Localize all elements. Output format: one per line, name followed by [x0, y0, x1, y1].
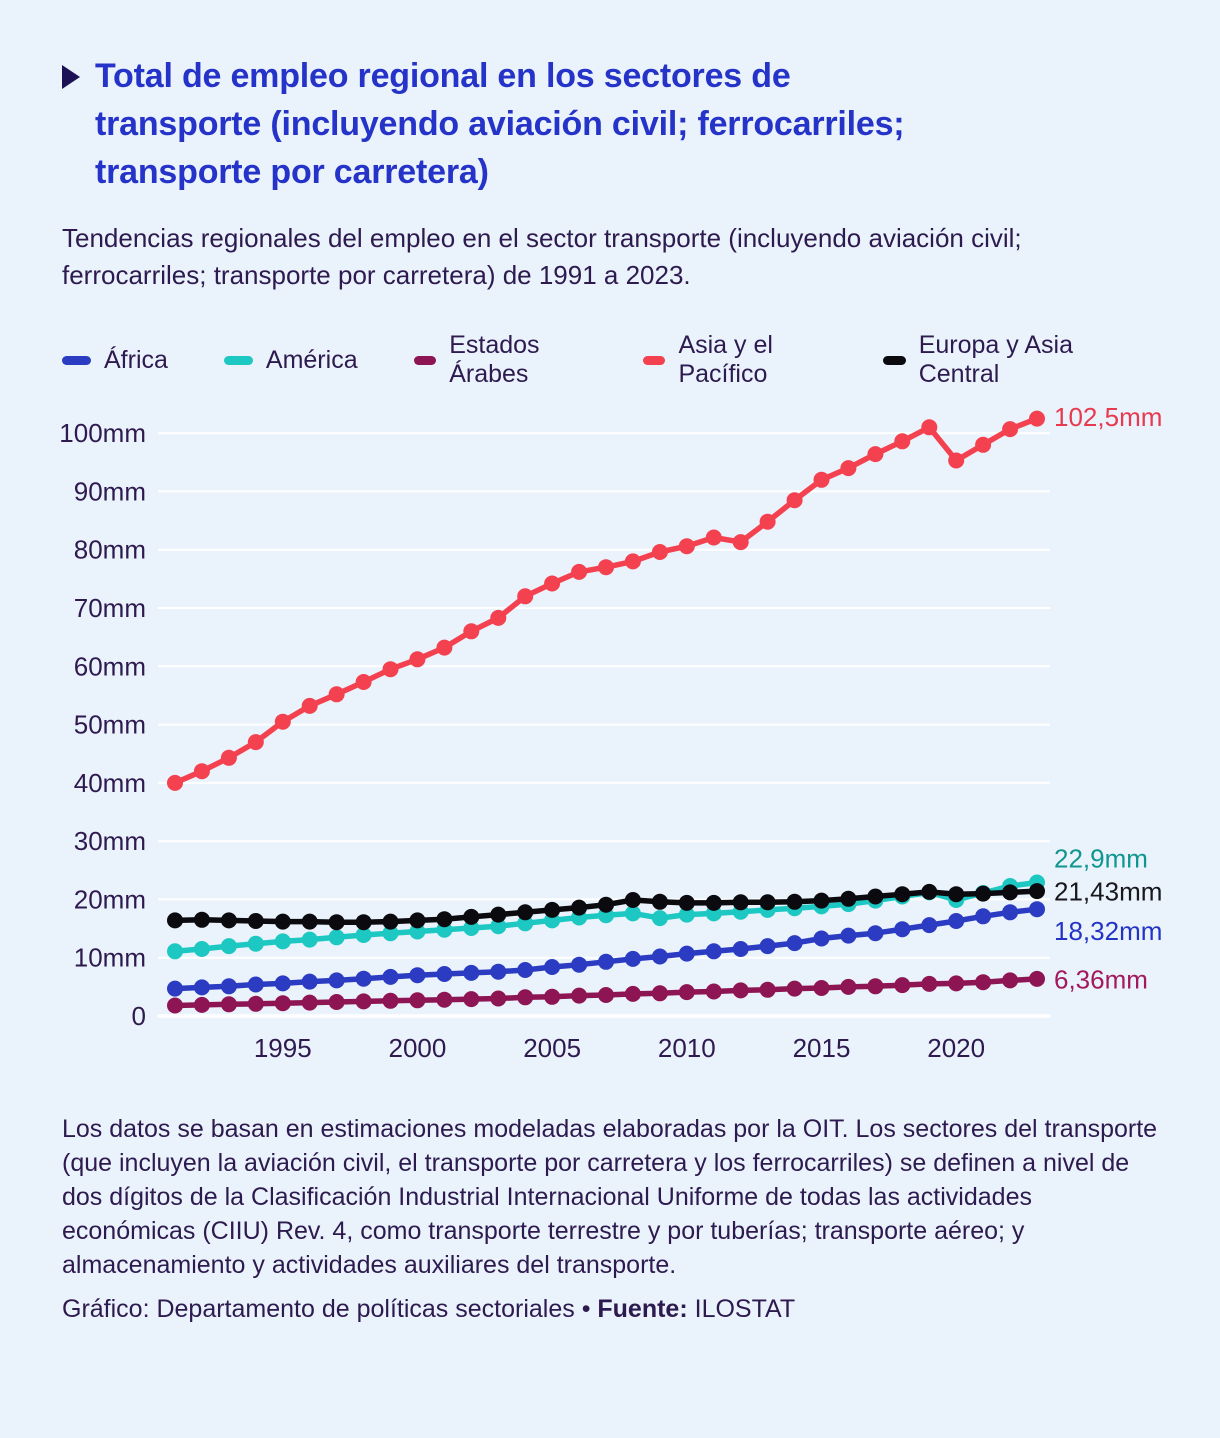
y-axis-tick-label: 0 — [131, 1001, 146, 1031]
series-africa-point — [921, 917, 937, 933]
y-axis-tick-label: 100mm — [59, 418, 146, 449]
series-asia-y-el-pacifico-point — [625, 553, 641, 569]
series-asia-y-el-pacifico-point — [490, 610, 506, 626]
series-asia-y-el-pacifico-point — [814, 472, 830, 488]
legend-label-europa-asia-central: Europa y Asia Central — [918, 331, 1073, 388]
series-estados-arabes-point — [248, 996, 264, 1012]
x-axis-tick-label: 2020 — [927, 1033, 986, 1063]
footer-note-line: almacenamiento y actividades auxiliares del transporte. — [62, 1251, 677, 1279]
series-asia-y-el-pacifico-point — [167, 775, 183, 791]
series-estados-arabes-point — [356, 993, 372, 1009]
series-asia-y-el-pacifico-point — [787, 492, 803, 508]
series-europa-y-asia-central-point — [598, 897, 614, 913]
series-africa-point — [409, 967, 425, 983]
series-europa-y-asia-central-point — [814, 893, 830, 909]
series-africa-point — [948, 913, 964, 929]
series-estados-arabes-point — [517, 989, 533, 1005]
series-estados-arabes-point — [436, 992, 452, 1008]
footer-note-line: Los datos se basan en estimaciones modeladas elaboradas por la OIT. Los sectores del transporte — [62, 1115, 1158, 1143]
series-estados-arabes-point — [975, 974, 991, 990]
series-africa-point — [760, 938, 776, 954]
series-estados-arabes-point — [760, 982, 776, 998]
legend-item-america — [224, 346, 358, 375]
end-label-estados-arabes: 6,36mm — [1054, 964, 1148, 995]
series-africa-point — [302, 974, 318, 990]
series-europa-y-asia-central-point — [679, 895, 695, 911]
series-asia-y-el-pacifico-point — [275, 714, 291, 730]
header — [62, 52, 1164, 196]
series-estados-arabes-point — [948, 975, 964, 991]
series-asia-y-el-pacifico-point — [894, 433, 910, 449]
y-axis-tick-label: 80mm — [73, 534, 146, 565]
y-axis-tick-label: 30mm — [73, 826, 146, 857]
end-label-america: 22,9mm — [1054, 843, 1148, 874]
footer-note-line: dos dígitos de la Clasificación Industrial Internacional Uniforme de todas las actividades — [62, 1183, 1032, 1211]
series-europa-y-asia-central-point — [733, 894, 749, 910]
legend-label-asia-pacifico: Asia y el Pacífico — [678, 331, 773, 388]
series-asia-y-el-pacifico-point — [652, 544, 668, 560]
series-estados-arabes-point — [544, 989, 560, 1005]
series-africa-point — [625, 951, 641, 967]
series-europa-y-asia-central-point — [302, 914, 318, 930]
series-africa-point — [706, 943, 722, 959]
series-europa-y-asia-central-point — [867, 889, 883, 905]
series-estados-arabes-point — [571, 988, 587, 1004]
series-europa-y-asia-central-point — [436, 911, 452, 927]
series-asia-y-el-pacifico-point — [948, 453, 964, 469]
series-europa-y-asia-central-point — [383, 914, 399, 930]
series-estados-arabes-point — [733, 982, 749, 998]
series-europa-y-asia-central-point — [409, 912, 425, 928]
series-asia-y-el-pacifico-point — [356, 674, 372, 690]
series-africa-point — [814, 931, 830, 947]
series-africa-point — [679, 946, 695, 962]
page-subtitle — [62, 220, 1164, 294]
y-axis-tick-label: 70mm — [73, 592, 146, 623]
series-estados-arabes-point — [329, 994, 345, 1010]
series-africa-point — [571, 957, 587, 973]
series-africa-point — [463, 965, 479, 981]
series-asia-y-el-pacifico-point — [867, 446, 883, 462]
footer-note-line: económicas (CIIU) Rev. 4, como transporte terrestre y por tuberías; transporte aéreo; y — [62, 1217, 1025, 1245]
series-europa-y-asia-central-point — [706, 895, 722, 911]
credit-line — [62, 1295, 1164, 1324]
series-estados-arabes-point — [409, 992, 425, 1008]
series-europa-y-asia-central-point — [625, 892, 641, 908]
series-asia-y-el-pacifico-point — [679, 538, 695, 554]
series-europa-y-asia-central-point — [167, 912, 183, 928]
series-asia-y-el-pacifico-point — [1002, 421, 1018, 437]
page-subtitle-line: ferrocarriles; transporte por carretera) de 1991 a 2023. — [62, 260, 691, 290]
series-estados-arabes-point — [706, 984, 722, 1000]
legend-swatch-africa — [62, 356, 91, 365]
series-asia-y-el-pacifico-point — [840, 460, 856, 476]
series-africa-point — [221, 978, 237, 994]
y-axis-tick-label: 40mm — [73, 767, 146, 798]
x-axis-tick-label: 2010 — [657, 1033, 716, 1063]
y-axis-tick-label: 10mm — [73, 942, 146, 973]
series-america-point — [275, 933, 291, 949]
series-europa-y-asia-central-point — [571, 900, 587, 916]
end-label-europa-y-asia-central: 21,43mm — [1054, 876, 1163, 907]
series-europa-y-asia-central-point — [1002, 884, 1018, 900]
series-europa-y-asia-central-point — [275, 914, 291, 930]
y-axis-tick-label: 20mm — [73, 884, 146, 915]
series-asia-y-el-pacifico-point — [329, 686, 345, 702]
series-estados-arabes-point — [679, 984, 695, 1000]
series-europa-y-asia-central-point — [921, 884, 937, 900]
page-title-line: Total de empleo regional en los sectores de — [95, 57, 791, 95]
series-america-point — [194, 941, 210, 957]
series-asia-y-el-pacifico-point — [409, 651, 425, 667]
series-asia-y-el-pacifico-point — [463, 623, 479, 639]
series-europa-y-asia-central-point — [544, 902, 560, 918]
end-label-africa: 18,32mm — [1054, 915, 1163, 946]
series-america-point — [302, 932, 318, 948]
series-asia-y-el-pacifico-point — [302, 698, 318, 714]
series-africa-point — [544, 959, 560, 975]
y-axis-tick-label: 60mm — [73, 651, 146, 682]
page-title-line: transporte (incluyendo aviación civil; ferrocarriles; — [95, 105, 905, 143]
series-africa-point — [194, 979, 210, 995]
series-estados-arabes-point — [625, 986, 641, 1002]
series-africa-point — [867, 925, 883, 941]
series-estados-arabes-point — [463, 991, 479, 1007]
legend-swatch-america — [224, 356, 253, 365]
series-estados-arabes-point — [490, 991, 506, 1007]
y-axis-tick-label: 50mm — [73, 709, 146, 740]
series-asia-y-el-pacifico-point — [975, 437, 991, 453]
employment-chart — [0, 382, 1220, 1082]
page-title — [95, 52, 904, 196]
series-asia-y-el-pacifico-point — [921, 419, 937, 435]
series-america-point — [652, 910, 668, 926]
series-america-point — [329, 929, 345, 945]
series-estados-arabes-point — [787, 981, 803, 997]
series-estados-arabes-point — [921, 976, 937, 992]
series-europa-y-asia-central-point — [356, 914, 372, 930]
series-europa-y-asia-central-point — [787, 894, 803, 910]
series-estados-arabes-point — [275, 995, 291, 1011]
series-europa-y-asia-central-point — [329, 914, 345, 930]
series-estados-arabes-point — [1002, 972, 1018, 988]
series-asia-y-el-pacifico-point — [194, 763, 210, 779]
series-asia-y-el-pacifico-point — [383, 661, 399, 677]
series-estados-arabes-point — [894, 977, 910, 993]
series-europa-y-asia-central-point — [975, 886, 991, 902]
series-asia-y-el-pacifico-line — [175, 419, 1037, 783]
y-axis-tick-label: 90mm — [73, 476, 146, 507]
series-estados-arabes-point — [383, 993, 399, 1009]
series-europa-y-asia-central-point — [840, 891, 856, 907]
series-africa-point — [652, 949, 668, 965]
series-africa-point — [356, 971, 372, 987]
series-asia-y-el-pacifico-point — [517, 588, 533, 604]
series-estados-arabes-point — [1029, 971, 1045, 987]
series-estados-arabes-point — [194, 997, 210, 1013]
series-asia-y-el-pacifico-point — [706, 530, 722, 546]
series-estados-arabes-point — [302, 995, 318, 1011]
legend-swatch-asia-pacifico — [643, 356, 666, 365]
series-america-point — [221, 938, 237, 954]
series-asia-y-el-pacifico-point — [733, 534, 749, 550]
series-africa-point — [275, 975, 291, 991]
series-asia-y-el-pacifico-point — [598, 559, 614, 575]
legend-label-america: América — [265, 345, 358, 374]
legend-label-africa: África — [104, 345, 168, 374]
x-axis-tick-label: 2015 — [792, 1033, 851, 1063]
series-estados-arabes-point — [814, 980, 830, 996]
legend-item-estados-arabes — [414, 331, 587, 389]
series-africa-point — [787, 935, 803, 951]
series-europa-y-asia-central-point — [248, 913, 264, 929]
credit-source-label: Fuente: — [597, 1295, 688, 1323]
footer-note-line: (que incluyen la aviación civil, el transporte por carretera y los ferrocarriles) se definen a nivel de — [62, 1149, 1130, 1177]
legend-item-asia-pacifico — [643, 331, 827, 389]
x-axis-tick-label: 1995 — [253, 1033, 312, 1063]
series-estados-arabes-point — [598, 987, 614, 1003]
credit-source-value: ILOSTAT — [687, 1295, 796, 1323]
series-europa-y-asia-central-point — [490, 907, 506, 923]
series-africa-point — [383, 969, 399, 985]
series-america-point — [167, 943, 183, 959]
series-estados-arabes-point — [867, 978, 883, 994]
series-africa-point — [840, 928, 856, 944]
series-europa-y-asia-central-point — [760, 894, 776, 910]
series-africa-point — [517, 962, 533, 978]
x-axis-tick-label: 2000 — [388, 1033, 447, 1063]
series-europa-y-asia-central-point — [1029, 883, 1045, 899]
series-asia-y-el-pacifico-point — [1029, 411, 1045, 427]
series-asia-y-el-pacifico-point — [544, 576, 560, 592]
page-title-line: transporte por carretera) — [95, 153, 489, 191]
legend-item-europa-asia-central — [883, 331, 1108, 389]
series-estados-arabes-point — [652, 985, 668, 1001]
series-europa-y-asia-central-point — [894, 886, 910, 902]
series-africa-point — [598, 954, 614, 970]
series-asia-y-el-pacifico-point — [221, 750, 237, 766]
page-root — [0, 52, 1220, 1438]
series-africa-point — [248, 977, 264, 993]
series-africa-point — [1029, 901, 1045, 917]
legend-swatch-estados-arabes — [414, 356, 437, 365]
legend-label-estados-arabes: Estados Árabes — [449, 331, 540, 388]
series-africa-point — [329, 972, 345, 988]
series-america-point — [248, 936, 264, 952]
legend-item-africa — [62, 346, 168, 375]
chart-legend — [62, 331, 1164, 388]
series-asia-y-el-pacifico-point — [760, 514, 776, 530]
series-europa-y-asia-central-point — [652, 894, 668, 910]
end-label-asia-y-el-pacifico: 102,5mm — [1054, 401, 1163, 432]
page-subtitle-line: Tendencias regionales del empleo en el sector transporte (incluyendo aviación civil; — [62, 223, 1022, 253]
series-asia-y-el-pacifico-point — [436, 640, 452, 656]
series-asia-y-el-pacifico-point — [571, 564, 587, 580]
series-estados-arabes-point — [167, 998, 183, 1014]
series-africa-point — [733, 941, 749, 957]
credit-prefix: Gráfico: Departamento de políticas sectoriales • — [62, 1295, 598, 1323]
series-europa-y-asia-central-point — [194, 912, 210, 928]
series-europa-y-asia-central-point — [221, 912, 237, 928]
series-africa-point — [1002, 904, 1018, 920]
series-africa-point — [975, 908, 991, 924]
legend-swatch-europa-asia-central — [883, 356, 906, 365]
series-europa-y-asia-central-point — [948, 886, 964, 902]
series-africa-point — [894, 921, 910, 937]
series-estados-arabes-point — [221, 996, 237, 1012]
series-estados-arabes-point — [840, 979, 856, 995]
x-axis-tick-label: 2005 — [523, 1033, 582, 1063]
series-europa-y-asia-central-point — [517, 904, 533, 920]
series-europa-y-asia-central-point — [463, 909, 479, 925]
series-asia-y-el-pacifico-point — [248, 734, 264, 750]
footer-note — [62, 1112, 1164, 1282]
title-arrow-icon — [62, 65, 80, 89]
series-africa-point — [490, 964, 506, 980]
series-africa-point — [436, 966, 452, 982]
series-africa-point — [167, 981, 183, 997]
